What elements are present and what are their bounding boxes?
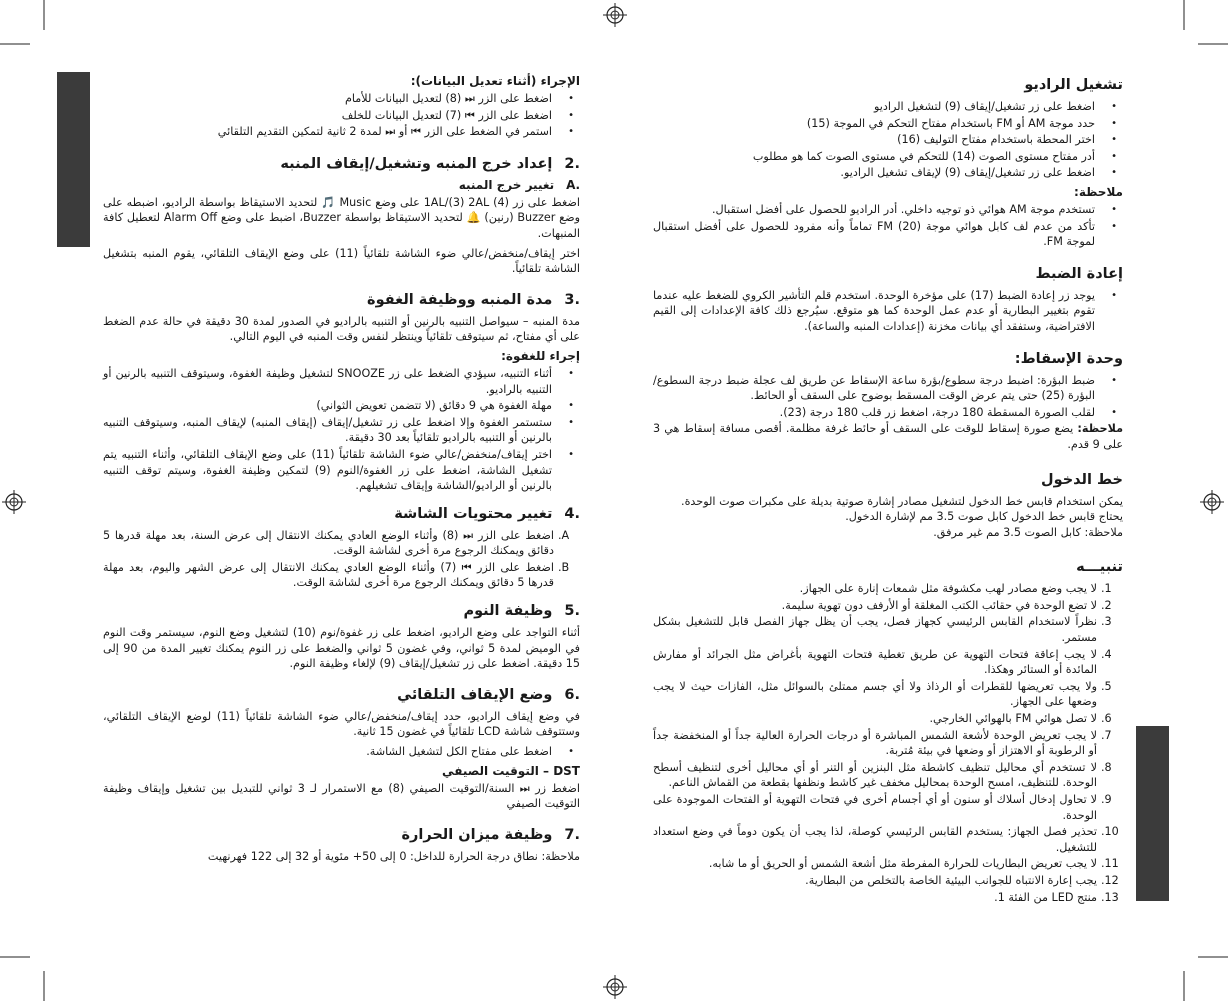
list-item: • اضغط على زر تشغيل/إيقاف (9) لإيقاف تشغيل الراديو. (653, 165, 1123, 181)
snooze-procedure-title: إجراء للغفوة: (501, 348, 580, 363)
list-item: .B اضغط على الزر ⏮ (7) وأثناء الوضع العادي يمكنك الانتقال إلى عرض الشهر واليوم، بعد مهلة قدرها 5 دقائق ويمكنك الرجوع مرة أخرى لشاشة الوقت. (103, 560, 570, 590)
dst-title: DST – التوقيت الصيفي (442, 763, 580, 778)
projection-title: وحدة الإسقاط: (1014, 350, 1123, 367)
list-item: • حدد موجة AM أو FM باستخدام مفتاح التحكم في الموجة (15) (653, 116, 1123, 132)
list-item: .13 منتج LED من الفئة 1. (994, 890, 1119, 904)
list-item: • ستستمر الغفوة وإلا اضغط على زر تشغيل/إيقاف (إيقاف المنبه) لإيقاف المنبه، وسيتوقف التنبيه بالرنين أو التنبيه بالراديو تلقائياً بعد 30 دقيقة. (103, 415, 580, 446)
registration-mark-top-icon (603, 3, 627, 27)
list-item: • اختر إيقاف/منخفض/عالي ضوء الشاشة تلقائياً (11) على وضع الإيقاف التلقائي، وأثناء التنبيه يتم تشغيل الشاشة، اضغط على زر الغفوة/النوم (9) لتمكين وظيفة الغفوة، وسيتم توقف التنبيه بالرنين أو الراديو/الشاشة وإيقاف تشغيلهم. (103, 447, 580, 494)
section-2a-title: .Aتغيير خرج المنبه (458, 177, 580, 192)
section-2-paragraph: اضغط على زر 1AL/(3) 2AL (4) على وضع Music 🎵 لتحديد الاستيقاظ بواسطة الراديو، اضبطه على وضع Buzzer (رنين) 🔔 لتحديد الاستيقاظ بواسطة Buzzer، اضبط على وضع Alarm Off لتعطيل كافة المنبهات. (103, 195, 580, 240)
section-3-paragraph: مدة المنبه – سيواصل التنبيه بالرنين أو التنبيه بالراديو في الصدور لمدة 30 دقيقة في حالة عدم الضغط على أي مفتاح، ثم سيتوقف تلقائياً وينتظر لنفس وقت المنبه في اليوم التالي. (103, 314, 581, 344)
section-2-title: .2إعداد خرج المنبه وتشغيل/إيقاف المنبه (280, 155, 580, 172)
projection-note: ملاحظة: يضع صورة إسقاط للوقت على السقف أو حائط غرفة مظلمة. أقصى مسافة إسقاط هي 3 على 9 قدم. (653, 422, 1123, 451)
list-item: • اضغط على مفتاح الكل لتشغيل الشاشة. (103, 744, 580, 760)
list-item: .9 لا تحاول إدخال أسلاك أو سنون أو أي أجسام أخرى في فتحات التهوية أو الفتحات الموجودة على الوحدة. (653, 793, 1112, 822)
linein-paragraph: يمكن استخدام قابس خط الدخول لتشغيل مصادر إشارة صوتية بديلة على مكبرات صوت الوحدة. (681, 494, 1123, 508)
section-7-title: .7وظيفة ميزان الحرارة (401, 826, 580, 843)
list-item: .10 تحذير فصل الجهاز: يستخدم القابس الرئيسي كوصلة، لذا يجب أن يكون دوماً في وضع استعداد للتشغيل. (653, 825, 1119, 854)
list-item: .5 ولا يجب تعريضها للقطرات أو الرذاذ ولا أي جسم ممتلئ بالسوائل مثل، الفازات حيث لا يجب وضعها على الجهاز. (653, 679, 1112, 709)
section-6-title: .6وضع الإيقاف التلقائي (397, 686, 580, 703)
list-item: • أثناء التنبيه، سيؤدي الضغط على زر SNOOZE لتشغيل وظيفة الغفوة، وسيتوقف التنبيه بالرنين أو التنبيه بالراديو. (103, 366, 580, 397)
list-item: • ضبط البؤرة: اضبط درجة سطوع/بؤرة ساعة الإسقاط عن طريق لف عجلة ضبط درجة السطوع/البؤرة (25) حتى يتم عرض الوقت المسقط بوضوح على السقف أو الحائط. (653, 373, 1123, 404)
list-item: .12 يجب إعارة الانتباه للجوانب البيئية الخاصة بالتخلص من البطارية. (805, 873, 1119, 887)
list-item: .A اضغط على الزر ⏭ (8) وأثناء الوضع العادي يمكنك الانتقال إلى عرض السنة، بعد مهلة قدرها 5 دقائق ويمكنك الرجوع مرة أخرى لشاشة الوقت. (103, 528, 570, 558)
left-column (103, 70, 580, 868)
registration-mark-right-icon (1200, 490, 1224, 514)
list-item: .4 لا يجب إعاقة فتحات التهوية عن طريق تغطية فتحات التهوية بأغراض مثل الجرائد أو مفارش المائدة أو الستائر وهكذا. (653, 647, 1112, 677)
warning-list (653, 581, 1123, 905)
list-item: • اضغط على زر تشغيل/إيقاف (9) لتشغيل الراديو (653, 99, 1123, 115)
procedure-heading: الإجراء (أثناء تعديل البيانات): (410, 74, 580, 88)
radio-note-title: ملاحظة: (1074, 184, 1123, 199)
right-column (653, 70, 1123, 906)
list-item: • أدر مفتاح مستوى الصوت (14) للتحكم في مستوى الصوت كما هو مطلوب (653, 149, 1123, 165)
linein-title: خط الدخول (1041, 471, 1123, 488)
section-5-paragraph: أثناء التواجد على وضع الراديو، اضغط على زر غفوة/نوم (10) لتشغيل وضع النوم، سيستمر وقت النوم في الوميض لمدة 5 ثواني، وفي غضون 5 ثواني والضغط على زر النوم يمكنك تغيير المدة من 90 إلى 15 دقيقة. اضغط على زر تشغيل/إيقاف (9) لإلغاء وظيفة النوم. (103, 626, 581, 671)
list-item: .11 لا يجب تعريض البطاريات للحرارة المفرطة مثل أشعة الشمس أو الحريق أو ما شابه. (708, 857, 1119, 871)
section-2-paragraph: اختر إيقاف/منخفض/عالي ضوء الشاشة تلقائياً (11) على وضع الإيقاف التلقائي، يقوم المنبه بتشغيل الشاشة تلقائياً. (103, 246, 580, 276)
procedure-list (103, 91, 580, 140)
list-item: .1 لا يجب وضع مصادر لهب مكشوفة مثل شمعات إنارة على الجهاز. (799, 582, 1112, 596)
snooze-list (103, 366, 580, 494)
list-item: .8 لا تستخدم أي محاليل تنظيف كاشطة مثل البنزين أو التنر أو أي محاليل أخرى لتنظيف أسطح الوحدة. للتنظيف، امسح الوحدة بمحاليل مخفف غير كاشط ونظفها بقطعة من القماش الناعم. (653, 760, 1112, 790)
list-item: • مهلة الغفوة هي 9 دقائق (لا تتضمن تعويض الثواني) (103, 398, 580, 414)
list-item: • اختر المحطة باستخدام مفتاح التوليف (16) (653, 132, 1123, 148)
display-list (103, 528, 580, 591)
list-item: .3 نظراً لاستخدام القابس الرئيسي كجهاز فصل، يجب أن يظل جهاز الفصل قابل للتشغيل بشكل مستمر. (653, 615, 1112, 645)
linein-paragraph: ملاحظة: كابل الصوت 3.5 مم غير مرفق. (933, 525, 1123, 539)
section-7-paragraph: ملاحظة: نطاق درجة الحرارة للداخل: 0 إلى 50+ مئوية أو 32 إلى 122 فهرنهيت (207, 849, 580, 863)
radio-note-list (653, 202, 1123, 250)
radio-title: تشغيل الراديو (1024, 77, 1123, 93)
list-item: • استمر في الضغط على الزر ⏮ أو ⏭ لمدة 2 ثانية لتمكين التقديم التلقائي (103, 124, 580, 140)
linein-paragraph: يحتاج قابس خط الدخول كابل صوت 3.5 مم لإشارة الدخول. (845, 510, 1123, 524)
projection-list (653, 373, 1123, 421)
list-item: .6 لا تصل هوائي FM بالهوائي الخارجي. (929, 712, 1112, 726)
registration-mark-bottom-icon (603, 975, 627, 999)
section-5-title: .5وظيفة النوم (463, 603, 580, 620)
list-item: • اضغط على الزر ⏭ (8) لتعديل البيانات للأمام (103, 91, 580, 107)
registration-mark-left-icon (2, 490, 26, 514)
list-item: • تستخدم موجة AM هوائي ذو توجيه داخلي. أدر الراديو للحصول على أفضل استقبال. (653, 202, 1123, 218)
reset-title: إعادة الضبط (1035, 265, 1123, 282)
list-item: • يوجد زر إعادة الضبط (17) على مؤخرة الوحدة. استخدم قلم التأشير الكروي للضغط عليه عندما تقوم بتغيير البطارية أو عدم عمل الوحدة كما هو متوقع. سيُرجع ذلك كافة الإعدادات إلى القيم الافتراضية، وستفقد أي بيانات مخزنة (إعدادات المنبه والساعة). (653, 288, 1123, 335)
side-tab-right (1136, 726, 1169, 901)
list-item: .7 لا يجب تعريض الوحدة لأشعة الشمس المباشرة أو درجات الحرارة العالية جداً أو المنخفضة جداً أو الرطوبة أو الاهتزاز أو وضعها في بيئة مُتربة. (653, 728, 1112, 758)
list-item: • اضغط على الزر ⏮ (7) لتعديل البيانات للخلف (103, 108, 580, 124)
side-tab-left (57, 72, 90, 247)
list-item: • لقلب الصورة المسقطة 180 درجة، اضغط زر قلب 180 درجة (23). (653, 405, 1123, 421)
autooff-list (103, 744, 580, 760)
section-3-title: .3مدة المنبه ووظيفة الغفوة (367, 291, 580, 308)
dst-paragraph: اضغط زر ⏭ السنة/التوقيت الصيفي (8) مع الاستمرار لـ 3 ثواني للتبديل بين تشغيل وإيقاف وظيفة التوقيت الصيفي (103, 781, 580, 811)
list-item: .2 لا تضع الوحدة في حقائب الكتب المغلقة أو الأرفف دون تهوية سليمة. (781, 598, 1112, 612)
reset-list (653, 288, 1123, 335)
warning-title: تنبيـــه (1076, 559, 1123, 576)
list-item: • تأكد من عدم لف كابل هوائي موجة FM (20) تماماً وأنه مفرود للحصول على أفضل استقبال لموجة FM. (653, 219, 1123, 250)
section-6-paragraph: في وضع إيقاف الراديو، حدد إيقاف/منخفض/عالي ضوء الشاشة تلقائياً (11) لوضع الإيقاف التلقائي، وستتوقف شاشة LCD تلقائياً في غضون 15 ثانية. (103, 709, 580, 739)
radio-list (653, 99, 1123, 181)
section-4-title: .4تغيير محتويات الشاشة (394, 505, 580, 522)
